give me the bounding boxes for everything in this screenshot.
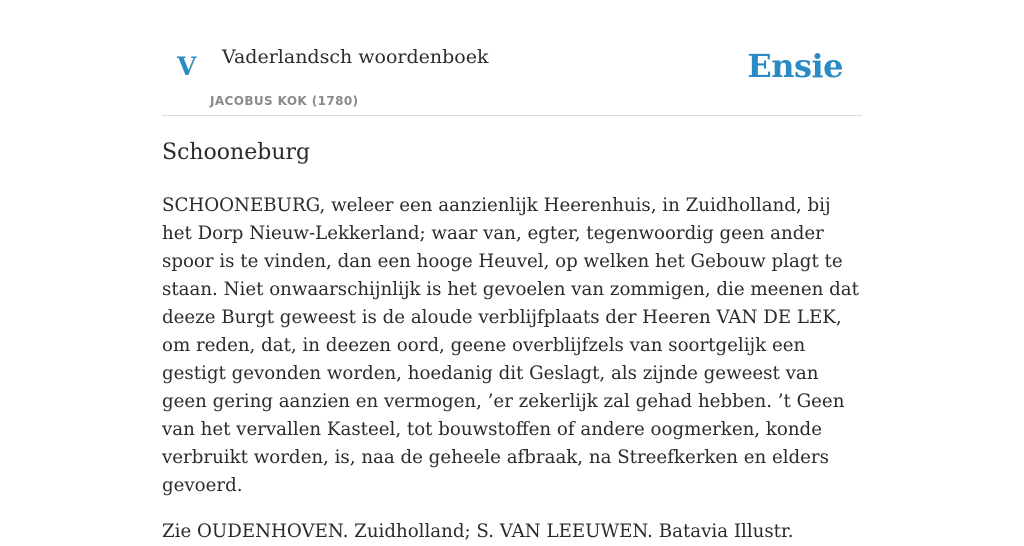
book-header: [162, 0, 862, 116]
entry-body: [162, 192, 862, 546]
entry-paragraph: SCHOONEBURG, weleer een aanzienlijk Heerenhuis, in Zuidholland, bij het Dorp Nieuw-Lekkerland; waar van, egter, tegenwoordig geen ander spoor is te vinden, dan een hooge Heuvel, op welken het Gebouw plagt te staan. Niet onwaarschijnlijk is het gevoelen van zommigen, die meenen dat deeze Burgt geweest is de aloude verblijfplaats der Heeren VAN DE LEK, om reden, dat, in deezen oord, geene overblijfzels van soortgelijk een gestigt gevonden worden, hoedanig dit Geslagt, als zijnde geweest van geen gering aanzien en vermogen, ’er zekerlijk zal gehad hebben. ’t Geen van het vervallen Kasteel, tot bouwstoffen of andere oogmerken, konde verbruikt worden, is, naa de geheele afbraak, na Streefkerken en elders gevoerd.: [162, 195, 859, 496]
book-title[interactable]: Vaderlandsch woordenboek: [222, 46, 489, 68]
book-author: JACOBUS KOK (1780): [210, 94, 359, 108]
page-container: [162, 0, 862, 542]
entry-reference: Zie OUDENHOVEN. Zuidholland; S. VAN LEEUWEN. Batavia Illustr.: [162, 521, 794, 542]
entry-title: Schooneburg: [162, 140, 311, 165]
ensie-logo[interactable]: Ensie: [747, 47, 843, 85]
book-logo-icon[interactable]: V: [177, 52, 197, 81]
